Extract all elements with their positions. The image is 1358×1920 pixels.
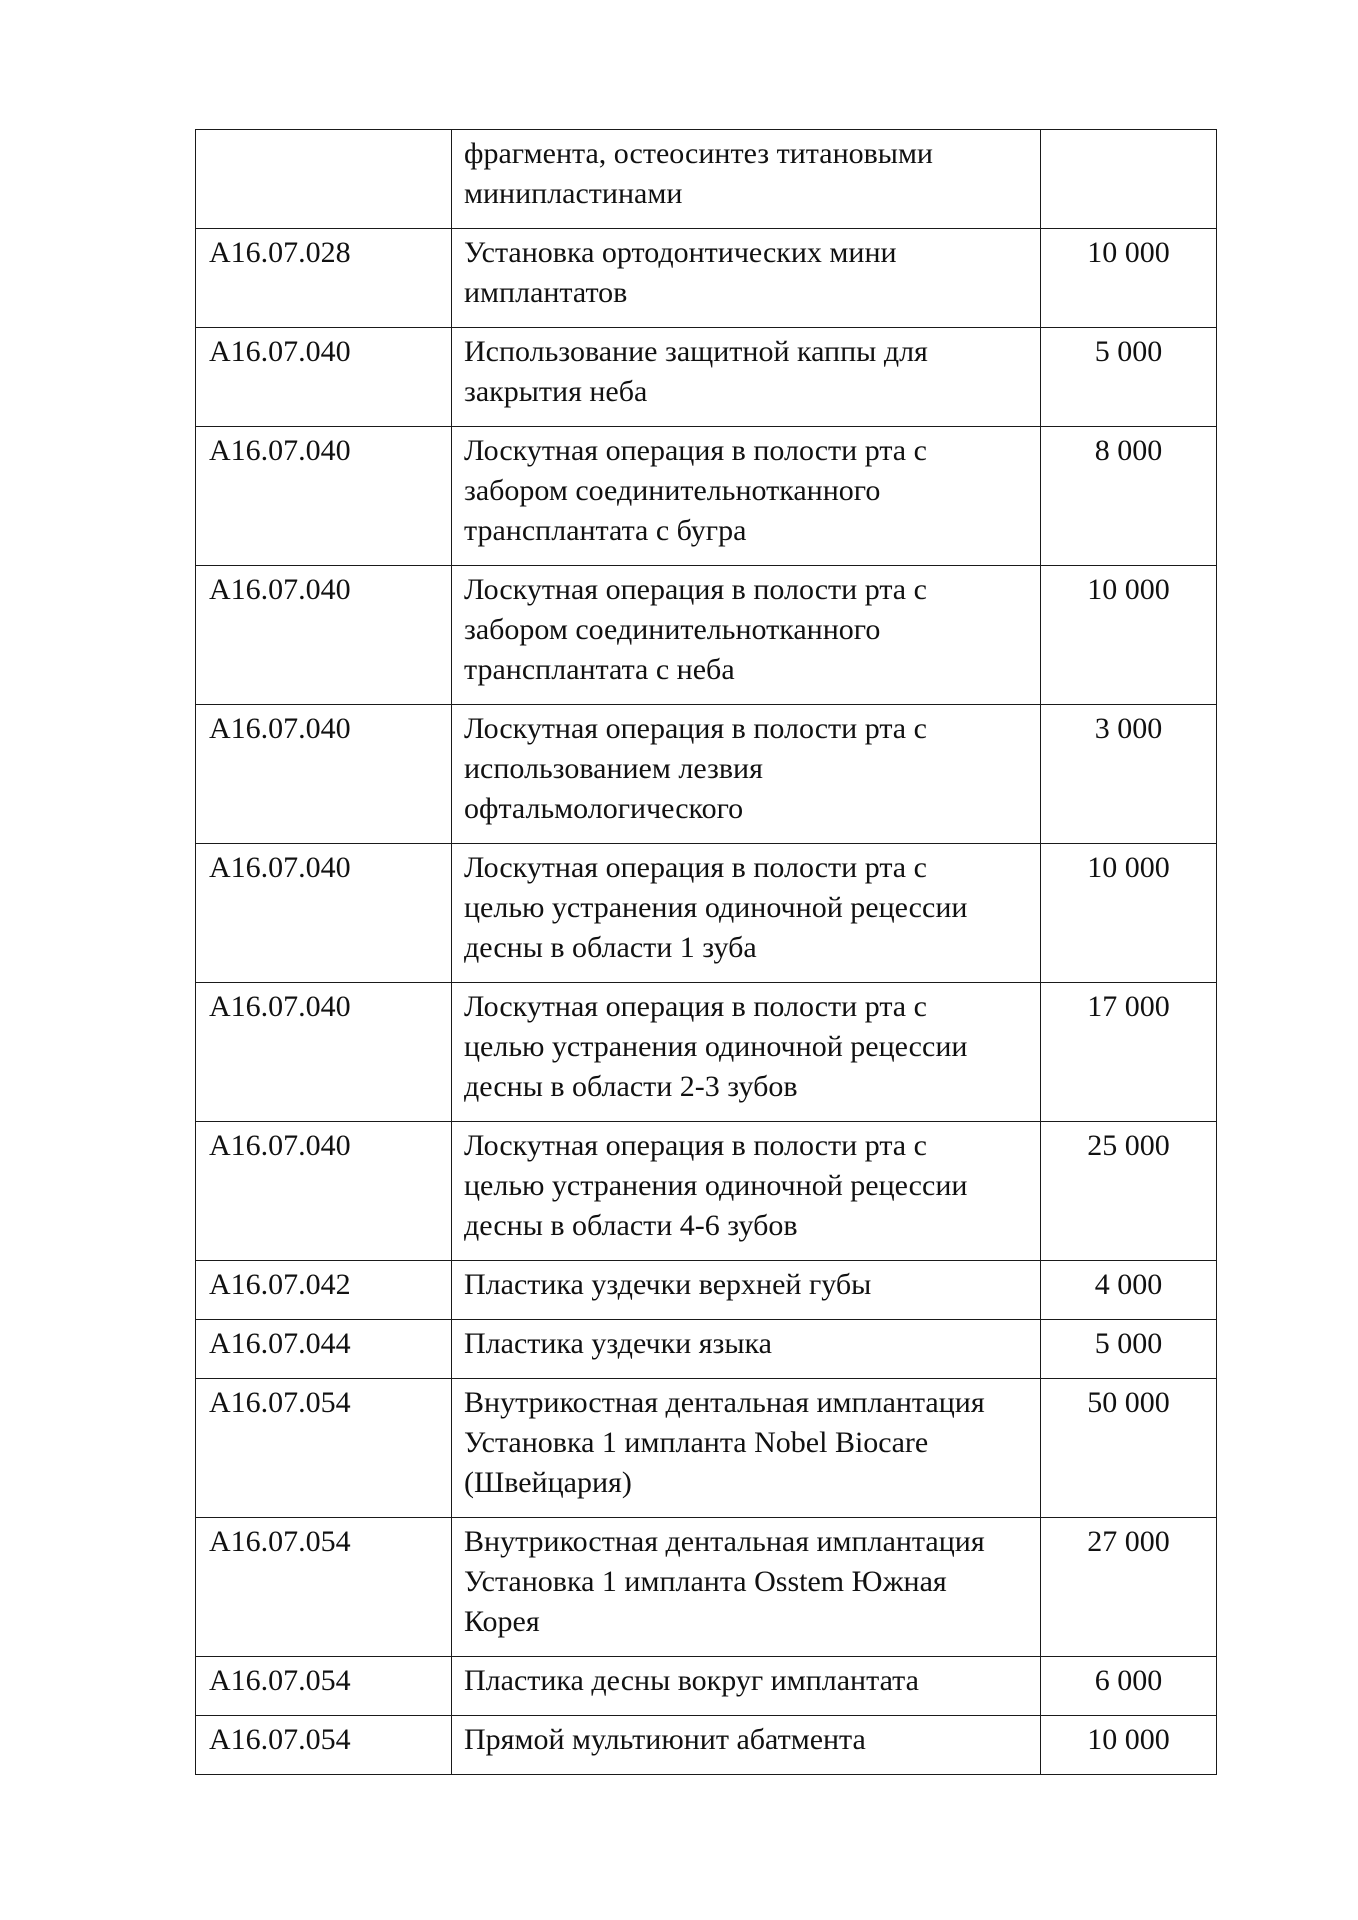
service-code: A16.07.040 — [196, 705, 452, 844]
table-row — [196, 705, 1217, 844]
service-price: 5 000 — [1041, 328, 1217, 427]
service-price: 27 000 — [1041, 1518, 1217, 1657]
service-code: A16.07.040 — [196, 1122, 452, 1261]
service-price: 8 000 — [1041, 427, 1217, 566]
service-code: A16.07.042 — [196, 1261, 452, 1320]
service-name — [452, 1261, 1041, 1320]
service-code: A16.07.054 — [196, 1379, 452, 1518]
service-name — [452, 705, 1041, 844]
table-row — [196, 1379, 1217, 1518]
service-name-text: Лоскутная операция в полости рта с использованием лезвия офтальмологического — [464, 712, 927, 825]
table-row — [196, 1261, 1217, 1320]
service-name — [452, 1518, 1041, 1657]
service-price: 10 000 — [1041, 844, 1217, 983]
service-name — [452, 328, 1041, 427]
service-name-text: Внутрикостная дентальная имплантация Установка 1 импланта Nobel Biocare (Швейцария) — [464, 1386, 985, 1499]
table-row — [196, 328, 1217, 427]
service-name-text: Пластика десны вокруг имплантата — [464, 1664, 919, 1697]
service-price: 50 000 — [1041, 1379, 1217, 1518]
service-code: A16.07.044 — [196, 1320, 452, 1379]
service-code: A16.07.040 — [196, 328, 452, 427]
service-name — [452, 844, 1041, 983]
table-row — [196, 1716, 1217, 1775]
service-name-text: Лоскутная операция в полости рта с целью устранения одиночной рецессии десны в области 1 зуба — [464, 851, 968, 964]
service-name — [452, 983, 1041, 1122]
service-name — [452, 1379, 1041, 1518]
service-price: 10 000 — [1041, 566, 1217, 705]
service-name-text: Лоскутная операция в полости рта с целью устранения одиночной рецессии десны в области 4-6 зубов — [464, 1129, 968, 1242]
service-price: 17 000 — [1041, 983, 1217, 1122]
table-row — [196, 983, 1217, 1122]
service-name-text: Установка ортодонтических мини имплантатов — [464, 236, 897, 309]
service-name — [452, 566, 1041, 705]
table-row — [196, 566, 1217, 705]
service-name — [452, 1320, 1041, 1379]
service-name — [452, 229, 1041, 328]
service-name — [452, 1122, 1041, 1261]
price-table-body — [196, 130, 1217, 1775]
service-code: A16.07.054 — [196, 1716, 452, 1775]
table-row — [196, 427, 1217, 566]
service-price — [1041, 130, 1217, 229]
service-code: A16.07.040 — [196, 983, 452, 1122]
service-code: A16.07.054 — [196, 1518, 452, 1657]
table-row — [196, 229, 1217, 328]
table-row — [196, 1320, 1217, 1379]
service-name — [452, 130, 1041, 229]
service-name-text: фрагмента, остеосинтез титановыми минипластинами — [464, 137, 933, 210]
service-name-text: Лоскутная операция в полости рта с забором соединительнотканного трансплантата с бугра — [464, 434, 927, 547]
service-code: A16.07.040 — [196, 427, 452, 566]
table-row — [196, 130, 1217, 229]
service-code: A16.07.028 — [196, 229, 452, 328]
service-price: 10 000 — [1041, 1716, 1217, 1775]
table-row — [196, 844, 1217, 983]
service-price: 25 000 — [1041, 1122, 1217, 1261]
service-price: 4 000 — [1041, 1261, 1217, 1320]
service-name-text: Внутрикостная дентальная имплантация Установка 1 импланта Osstem Южная Корея — [464, 1525, 985, 1638]
service-name-text: Использование защитной каппы для закрытия неба — [464, 335, 928, 408]
service-price: 6 000 — [1041, 1657, 1217, 1716]
service-name-text: Лоскутная операция в полости рта с целью устранения одиночной рецессии десны в области 2-3 зубов — [464, 990, 968, 1103]
price-table — [195, 129, 1217, 1775]
service-code: A16.07.054 — [196, 1657, 452, 1716]
service-price: 5 000 — [1041, 1320, 1217, 1379]
table-row — [196, 1122, 1217, 1261]
service-code: A16.07.040 — [196, 566, 452, 705]
service-code — [196, 130, 452, 229]
service-price: 3 000 — [1041, 705, 1217, 844]
service-code: A16.07.040 — [196, 844, 452, 983]
service-name-text: Пластика уздечки языка — [464, 1327, 772, 1360]
service-name-text: Лоскутная операция в полости рта с забором соединительнотканного трансплантата с неба — [464, 573, 927, 686]
service-name — [452, 1657, 1041, 1716]
service-name-text: Пластика уздечки верхней губы — [464, 1268, 872, 1301]
service-name — [452, 1716, 1041, 1775]
table-row — [196, 1657, 1217, 1716]
service-price: 10 000 — [1041, 229, 1217, 328]
table-row — [196, 1518, 1217, 1657]
service-name-text: Прямой мультиюнит абатмента — [464, 1723, 866, 1756]
service-name — [452, 427, 1041, 566]
